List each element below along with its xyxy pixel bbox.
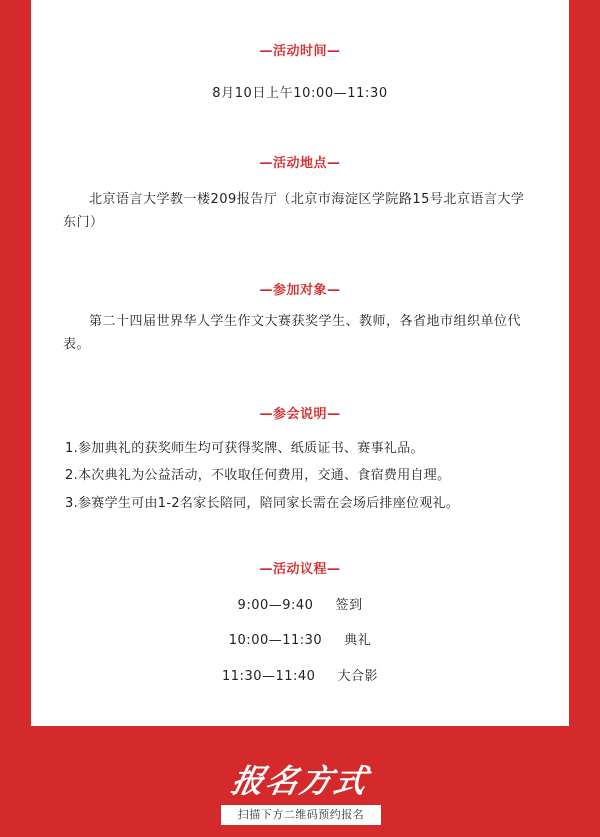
content-card	[31, 0, 569, 726]
note-item: 2.本次典礼为公益活动，不收取任何费用，交通、食宿费用自理。	[65, 468, 451, 483]
section-heading-agenda: —活动议程—	[259, 562, 341, 577]
agenda-row	[31, 668, 569, 686]
registration-subtitle: 扫描下方二维码预约报名	[221, 805, 381, 825]
agenda-row	[31, 632, 569, 650]
agenda-row	[31, 597, 569, 615]
section-heading-notes: —参会说明—	[259, 407, 341, 422]
note-item: 3.参赛学生可由1-2名家长陪同，陪同家长需在会场后排座位观礼。	[65, 496, 460, 511]
event-location: 北京语言大学教一楼209报告厅（北京市海淀区学院路15号北京语言大学东门）	[63, 192, 525, 230]
registration-title: 报名方式	[227, 762, 373, 800]
agenda-time: 9:00—9:40	[237, 598, 314, 613]
event-audience: 第二十四届世界华人学生作文大赛获奖学生、教师，各省地市组织单位代表。	[63, 314, 522, 352]
section-heading-time: —活动时间—	[259, 44, 341, 59]
agenda-time: 11:30—11:40	[222, 669, 316, 684]
section-heading-audience: —参加对象—	[259, 283, 341, 298]
agenda-time: 10:00—11:30	[228, 633, 323, 648]
event-time: 8月10日上午10:00—11:30	[212, 86, 388, 101]
agenda-event: 签到	[335, 598, 363, 613]
agenda-event: 典礼	[344, 633, 372, 648]
agenda-event: 大合影	[337, 669, 378, 684]
section-heading-location: —活动地点—	[259, 156, 341, 171]
note-item: 1.参加典礼的获奖师生均可获得奖牌、纸质证书、赛事礼品。	[65, 441, 424, 456]
